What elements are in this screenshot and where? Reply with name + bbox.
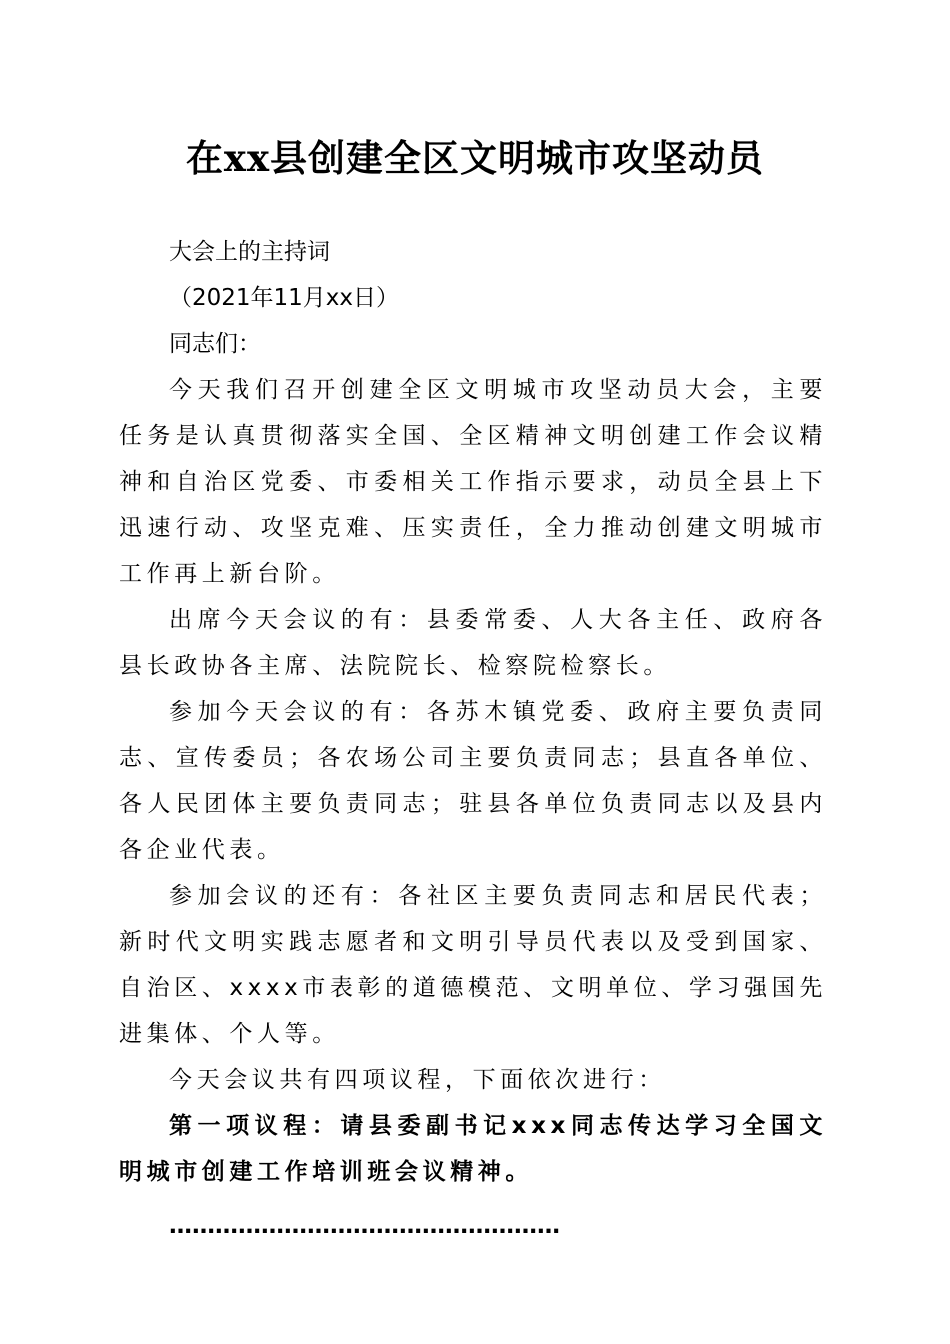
paragraph: 出席今天会议的有：县委常委、人大各主任、政府各县长政协各主席、法院院长、检察院检察长。 [119, 607, 827, 679]
paragraph: 今天会议共有四项议程，下面依次进行： [169, 1067, 666, 1093]
agenda-item: 第一项议程：请县委副书记xxx同志传达学习全国文明城市创建工作培训班会议精神。 [119, 1113, 827, 1185]
document-subtitle: 大会上的主持词 [169, 239, 330, 265]
paragraph: 今天我们召开创建全区文明城市攻坚动员大会，主要任务是认真贯彻落实全国、全区精神文明创建工作会议精神和自治区党委、市委相关工作指示要求，动员全县上下迅速行动、攻坚克难、压实责任，全力推动创建文明城市工作再上新台阶。 [119, 377, 827, 587]
paragraph: 参加今天会议的有：各苏木镇党委、政府主要负责同志、宣传委员；各农场公司主要负责同志；县直各单位、各人民团体主要负责同志；驻县各单位负责同志以及县内各企业代表。 [119, 699, 827, 863]
ellipsis-line: …………………………………………… [169, 1213, 560, 1239]
paragraph: 参加会议的还有：各社区主要负责同志和居民代表；新时代文明实践志愿者和文明引导员代表以及受到国家、自治区、xxxx市表彰的道德模范、文明单位、学习强国先进集体、个人等。 [119, 883, 827, 1047]
document-date: （2021年11月xx日） [169, 285, 400, 311]
document-title: 在xx县创建全区文明城市攻坚动员 [185, 136, 765, 180]
document-body [119, 229, 827, 1249]
greeting: 同志们： [169, 331, 261, 357]
